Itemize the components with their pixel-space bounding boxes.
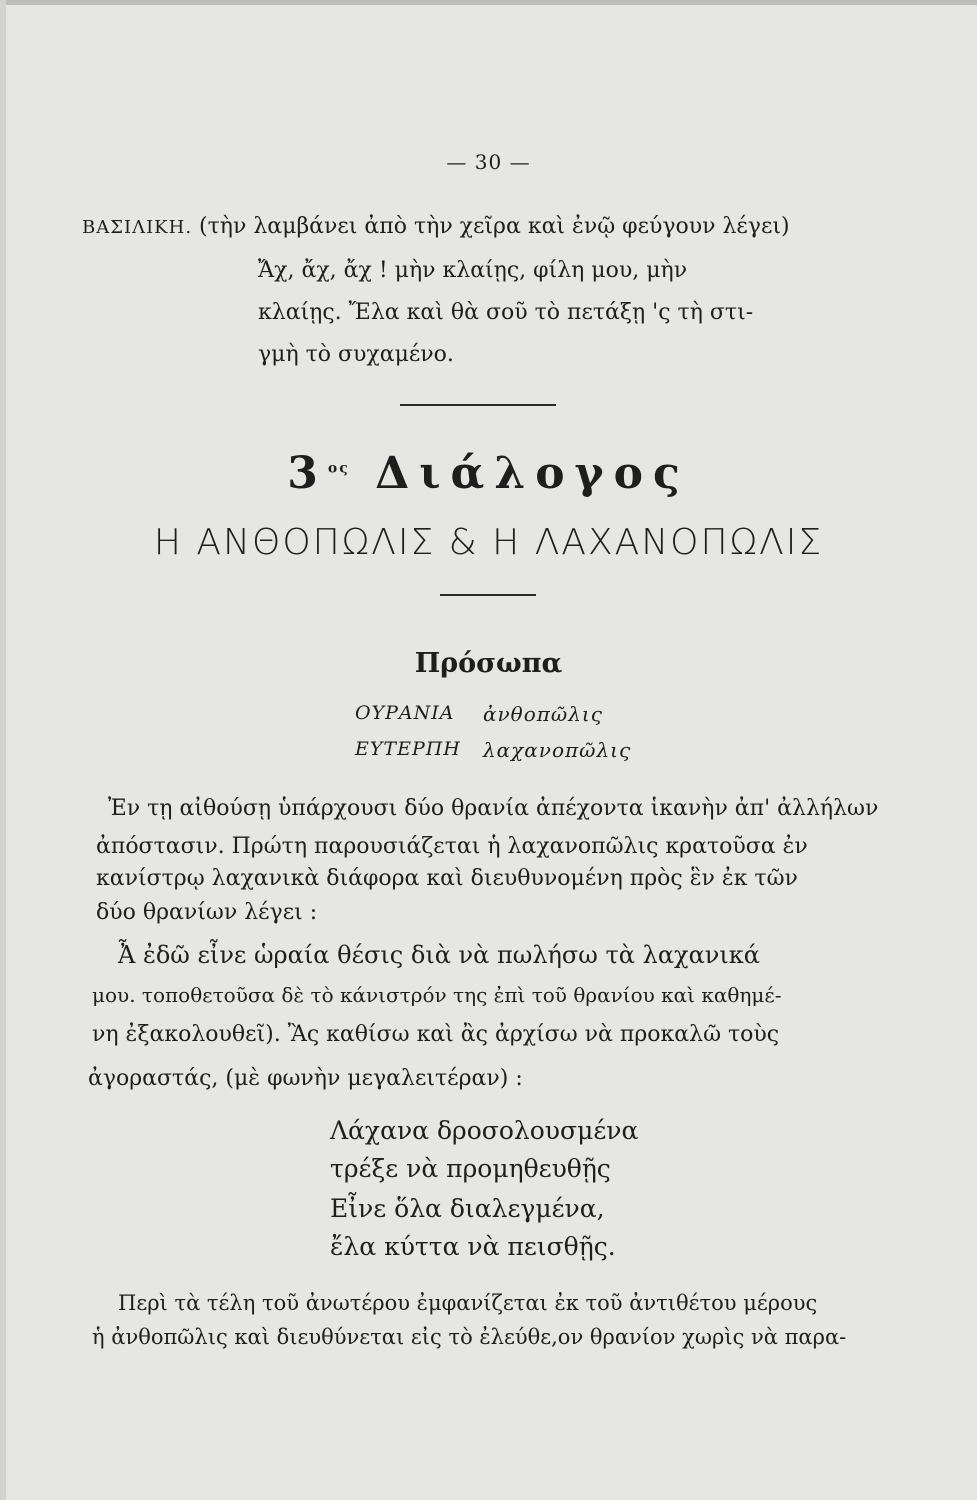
opening-line-4: γμὴ τὸ συχαμένο. — [258, 342, 454, 367]
closing-line: Περὶ τὰ τέλη τοῦ ἀνωτέρου ἐμφανίζεται ἐκ τοῦ ἀντιθέτου μέρους — [118, 1291, 818, 1315]
stage-direction-line: ἀπόστασιν. Πρώτη παρουσιάζεται ἡ λαχανοπῶλις κρατοῦσα ἐν — [96, 834, 808, 859]
opening-stage-note: (τὴν λαμβάνει ἀπὸ τὴν χεῖρα καὶ ἐνῷ φεύγουν λέγει) — [199, 214, 790, 239]
act-number: 3 — [287, 448, 328, 499]
closing-line: ἡ ἀνθοπῶλις καὶ διευθύνεται εἰς τὸ ἐλεύθε,ον θρανίον χωρὶς νὰ παρα- — [92, 1325, 847, 1349]
character-entry — [355, 738, 632, 762]
character-role: ἀνθοπῶλις — [483, 702, 603, 726]
character-name: ΟΥΡΑΝΙΑ — [355, 702, 455, 724]
character-role: λαχανοπῶλις — [483, 738, 632, 762]
section-divider-bottom — [440, 594, 536, 596]
character-name: ΕΥΤΕΡΠΗ — [355, 738, 461, 760]
persons-heading: Πρόσωπα — [414, 648, 563, 679]
scan-edge-top — [0, 0, 977, 5]
verse-line: Λάχανα δροσολουσμένα — [330, 1116, 639, 1145]
verse-line: ἔλα κύττα νὰ πεισθῇς. — [330, 1232, 616, 1261]
verse-line: τρέξε νὰ προμηθευθῇς — [330, 1154, 611, 1183]
section-divider-top — [400, 404, 556, 406]
opening-line-2: Ἄχ, ἄχ, ἄχ ! μὴν κλαίῃς, φίλη μου, μὴν — [258, 258, 688, 283]
character-entry — [355, 702, 603, 726]
page-number: — 30 — — [446, 150, 531, 174]
speaker-name: ΒΑΣΙΛΙΚΗ. — [82, 217, 193, 238]
stage-direction-line: δύο θρανίων λέγει : — [96, 900, 318, 925]
speech-line: ἀγοραστάς, (μὲ φωνὴν μεγαλειτέραν) : — [88, 1066, 523, 1091]
act-title-text: Διάλογος — [375, 448, 690, 499]
stage-direction-line: Ἐν τῃ αἰθούσῃ ὑπάρχουσι δύο θρανία ἀπέχοντα ἱκανὴν ἀπ' ἀλλήλων — [108, 796, 879, 821]
speech-line: νη ἐξακολουθεῖ). Ἂς καθίσω καὶ ἂς ἀρχίσω νὰ προκαλῶ τοὺς — [92, 1022, 780, 1047]
scan-edge-left — [0, 0, 6, 1500]
act-title — [0, 448, 977, 499]
speech-line: Ἆ ἐδῶ εἶνε ὡραία θέσις διὰ νὰ πωλήσω τὰ λαχανικά — [118, 941, 760, 969]
act-ordinal: ος — [327, 460, 350, 477]
stage-direction-line: κανίστρῳ λαχανικὰ διάφορα καὶ διευθυνομένη πρὸς ἓν ἐκ τῶν — [96, 866, 798, 891]
verse-line: Εἶνε ὅλα διαλεγμένα, — [330, 1194, 605, 1223]
opening-line-3: κλαίῃς. Ἔλα καὶ θὰ σοῦ τὸ πετάξῃ 'ς τὴ στι- — [258, 300, 754, 325]
opening-line-1 — [82, 212, 790, 243]
scene-subtitle: Η ΑΝΘΟΠΩΛΙΣ & Η ΛΑΧΑΝΟΠΩΛΙΣ — [153, 522, 824, 563]
speech-line: μου. τοποθετοῦσα δὲ τὸ κάνιστρόν της ἐπὶ τοῦ θρανίου καὶ καθημέ- — [92, 983, 782, 1007]
